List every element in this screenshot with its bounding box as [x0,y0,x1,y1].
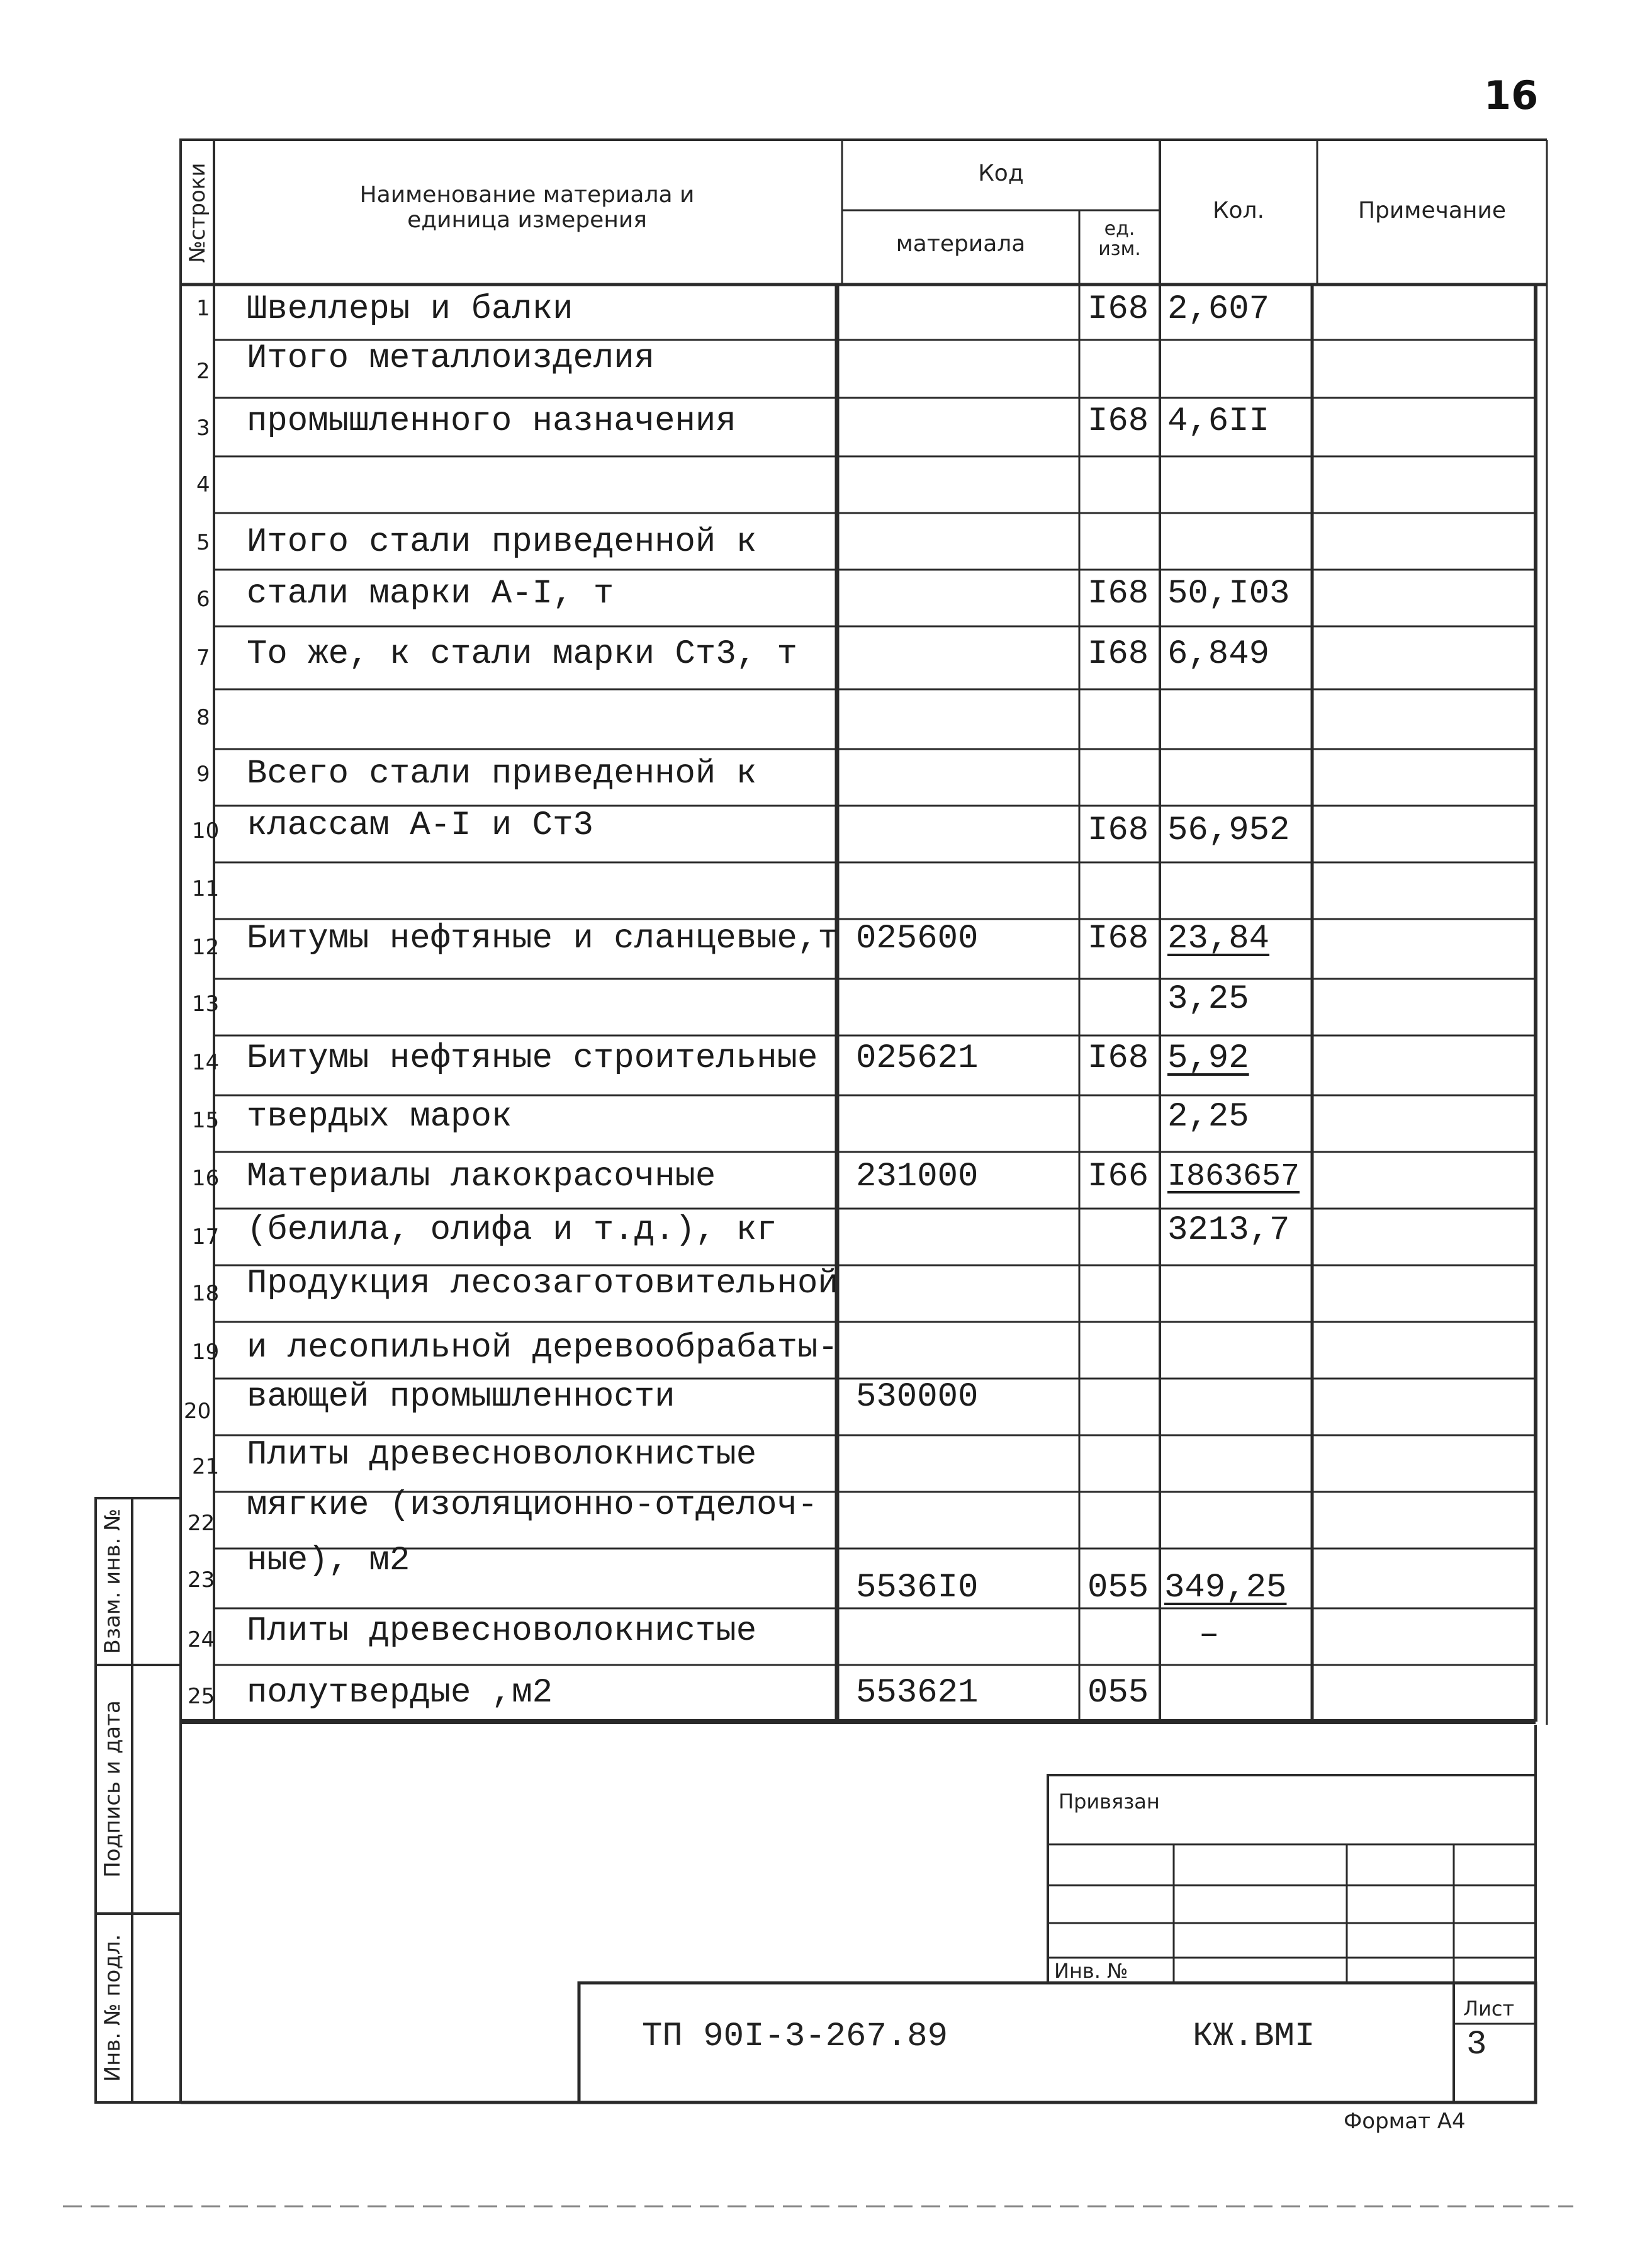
row-number: 10 [192,818,220,843]
header-name [217,183,837,233]
row-name: То же, к стали марки Ст3, т [247,635,797,674]
row-number: 20 [184,1399,211,1424]
row-number: 4 [196,472,210,497]
row-number: 23 [188,1567,215,1593]
row-unit: I68 [1087,920,1149,958]
row-number: 1 [196,296,210,321]
row-qty: 23,84 [1167,920,1270,958]
row-code: 553621 [856,1674,979,1712]
row-number: 21 [192,1454,220,1479]
row-name: вающей промышленности [247,1378,675,1416]
row-qty: 3,25 [1167,980,1249,1018]
row-name: Швеллеры и балки [247,290,573,329]
row-qty: 50,I03 [1167,575,1290,613]
row-qty: 6,849 [1167,635,1270,674]
row-unit: I66 [1087,1158,1149,1196]
row-code: 5536I0 [856,1569,979,1607]
row-number: 11 [192,876,220,901]
header-code: Код [978,161,1024,186]
header-row-no: №строки [185,162,210,263]
header-name-line1: Наименование материала и [359,182,695,208]
row-code: 530000 [856,1378,979,1416]
row-name: классам А-I и Ст3 [247,806,593,845]
row-number: 17 [192,1224,220,1250]
row-name: мягкие (изоляционно-отделоч- [247,1486,818,1525]
row-unit: I68 [1087,402,1149,441]
row-unit: I68 [1087,811,1149,850]
row-name: Продукция лесозаготовительной [247,1265,838,1303]
row-unit: I68 [1087,575,1149,613]
row-qty: – [1199,1616,1220,1654]
row-number: 9 [196,762,210,787]
row-name: Всего стали приведенной к [247,755,757,793]
row-qty: 4,6II [1167,402,1270,441]
row-qty: I863657 [1167,1159,1300,1195]
row-qty: 3213,7 [1167,1211,1290,1250]
row-name: Плиты древесноволокнистые [247,1436,757,1474]
row-unit: 055 [1087,1569,1149,1607]
stamp-inv-podl: Инв. № подл. [100,1934,125,2082]
row-number: 19 [192,1340,220,1365]
row-qty: 2,25 [1167,1098,1249,1136]
row-name: Битумы нефтяные и сланцевые,т [247,920,838,958]
row-number: 5 [196,530,210,555]
stamp-vzam-inv: Взам. инв. № [100,1508,125,1654]
row-name: Материалы лакокрасочные [247,1158,716,1196]
row-number: 8 [196,705,210,730]
row-number: 16 [192,1166,220,1191]
row-name: Битумы нефтяные строительные [247,1039,818,1078]
row-number: 22 [188,1511,215,1536]
row-qty: 5,92 [1167,1039,1249,1078]
row-number: 14 [192,1050,220,1075]
row-number: 18 [192,1281,220,1306]
row-code: 025621 [856,1039,979,1078]
row-name: твердых марок [247,1098,512,1136]
row-name: и лесопильной деревообрабаты- [247,1329,838,1367]
format-label: Формат А4 [1344,2109,1466,2134]
header-unit-line1: ед. [1104,218,1135,240]
row-unit: I68 [1087,1039,1149,1078]
stamp-podpis-data: Подпись и дата [100,1700,125,1878]
row-code: 231000 [856,1158,979,1196]
row-number: 13 [192,991,220,1017]
row-name: Итого металлоизделия [247,339,655,378]
row-qty: 349,25 [1164,1569,1287,1607]
page-number: 16 [1484,72,1539,118]
row-number: 24 [188,1627,215,1652]
row-qty: 2,607 [1167,290,1270,329]
sheet-label: Лист [1463,1997,1515,2021]
row-code: 025600 [856,920,979,958]
row-name: полутвердые ,м2 [247,1674,553,1712]
row-name: Плиты древесноволокнистые [247,1612,757,1650]
row-name: промышленного назначения [247,402,736,441]
privyazan-label: Привязан [1059,1790,1160,1814]
row-qty: 56,952 [1167,811,1290,850]
row-name: (белила, олифа и т.д.), кг [247,1211,777,1250]
row-number: 6 [196,587,210,612]
row-unit: I68 [1087,290,1149,329]
row-name: стали марки А-I, т [247,575,614,613]
row-number: 7 [196,645,210,670]
row-number: 2 [196,359,210,384]
inv-no-label: Инв. № [1054,1959,1128,1983]
row-number: 12 [192,935,220,960]
row-number: 15 [192,1108,220,1133]
header-unit [1079,219,1160,259]
row-name: ные), м2 [247,1542,410,1580]
document-code: ТП 90I-3-267.89 [642,2017,948,2056]
header-qty: Кол. [1212,198,1265,223]
row-number: 25 [188,1684,215,1709]
header-unit-line2: изм. [1098,238,1141,260]
row-number: 3 [196,415,210,441]
document-mark: КЖ.ВМI [1193,2017,1315,2056]
header-name-line2: единица измерения [407,207,647,233]
row-unit: I68 [1087,635,1149,674]
row-unit: 055 [1087,1674,1149,1712]
row-name: Итого стали приведенной к [247,523,757,561]
header-note: Примечание [1357,198,1507,223]
sheet-number: 3 [1466,2026,1487,2064]
header-material: материала [896,231,1026,257]
